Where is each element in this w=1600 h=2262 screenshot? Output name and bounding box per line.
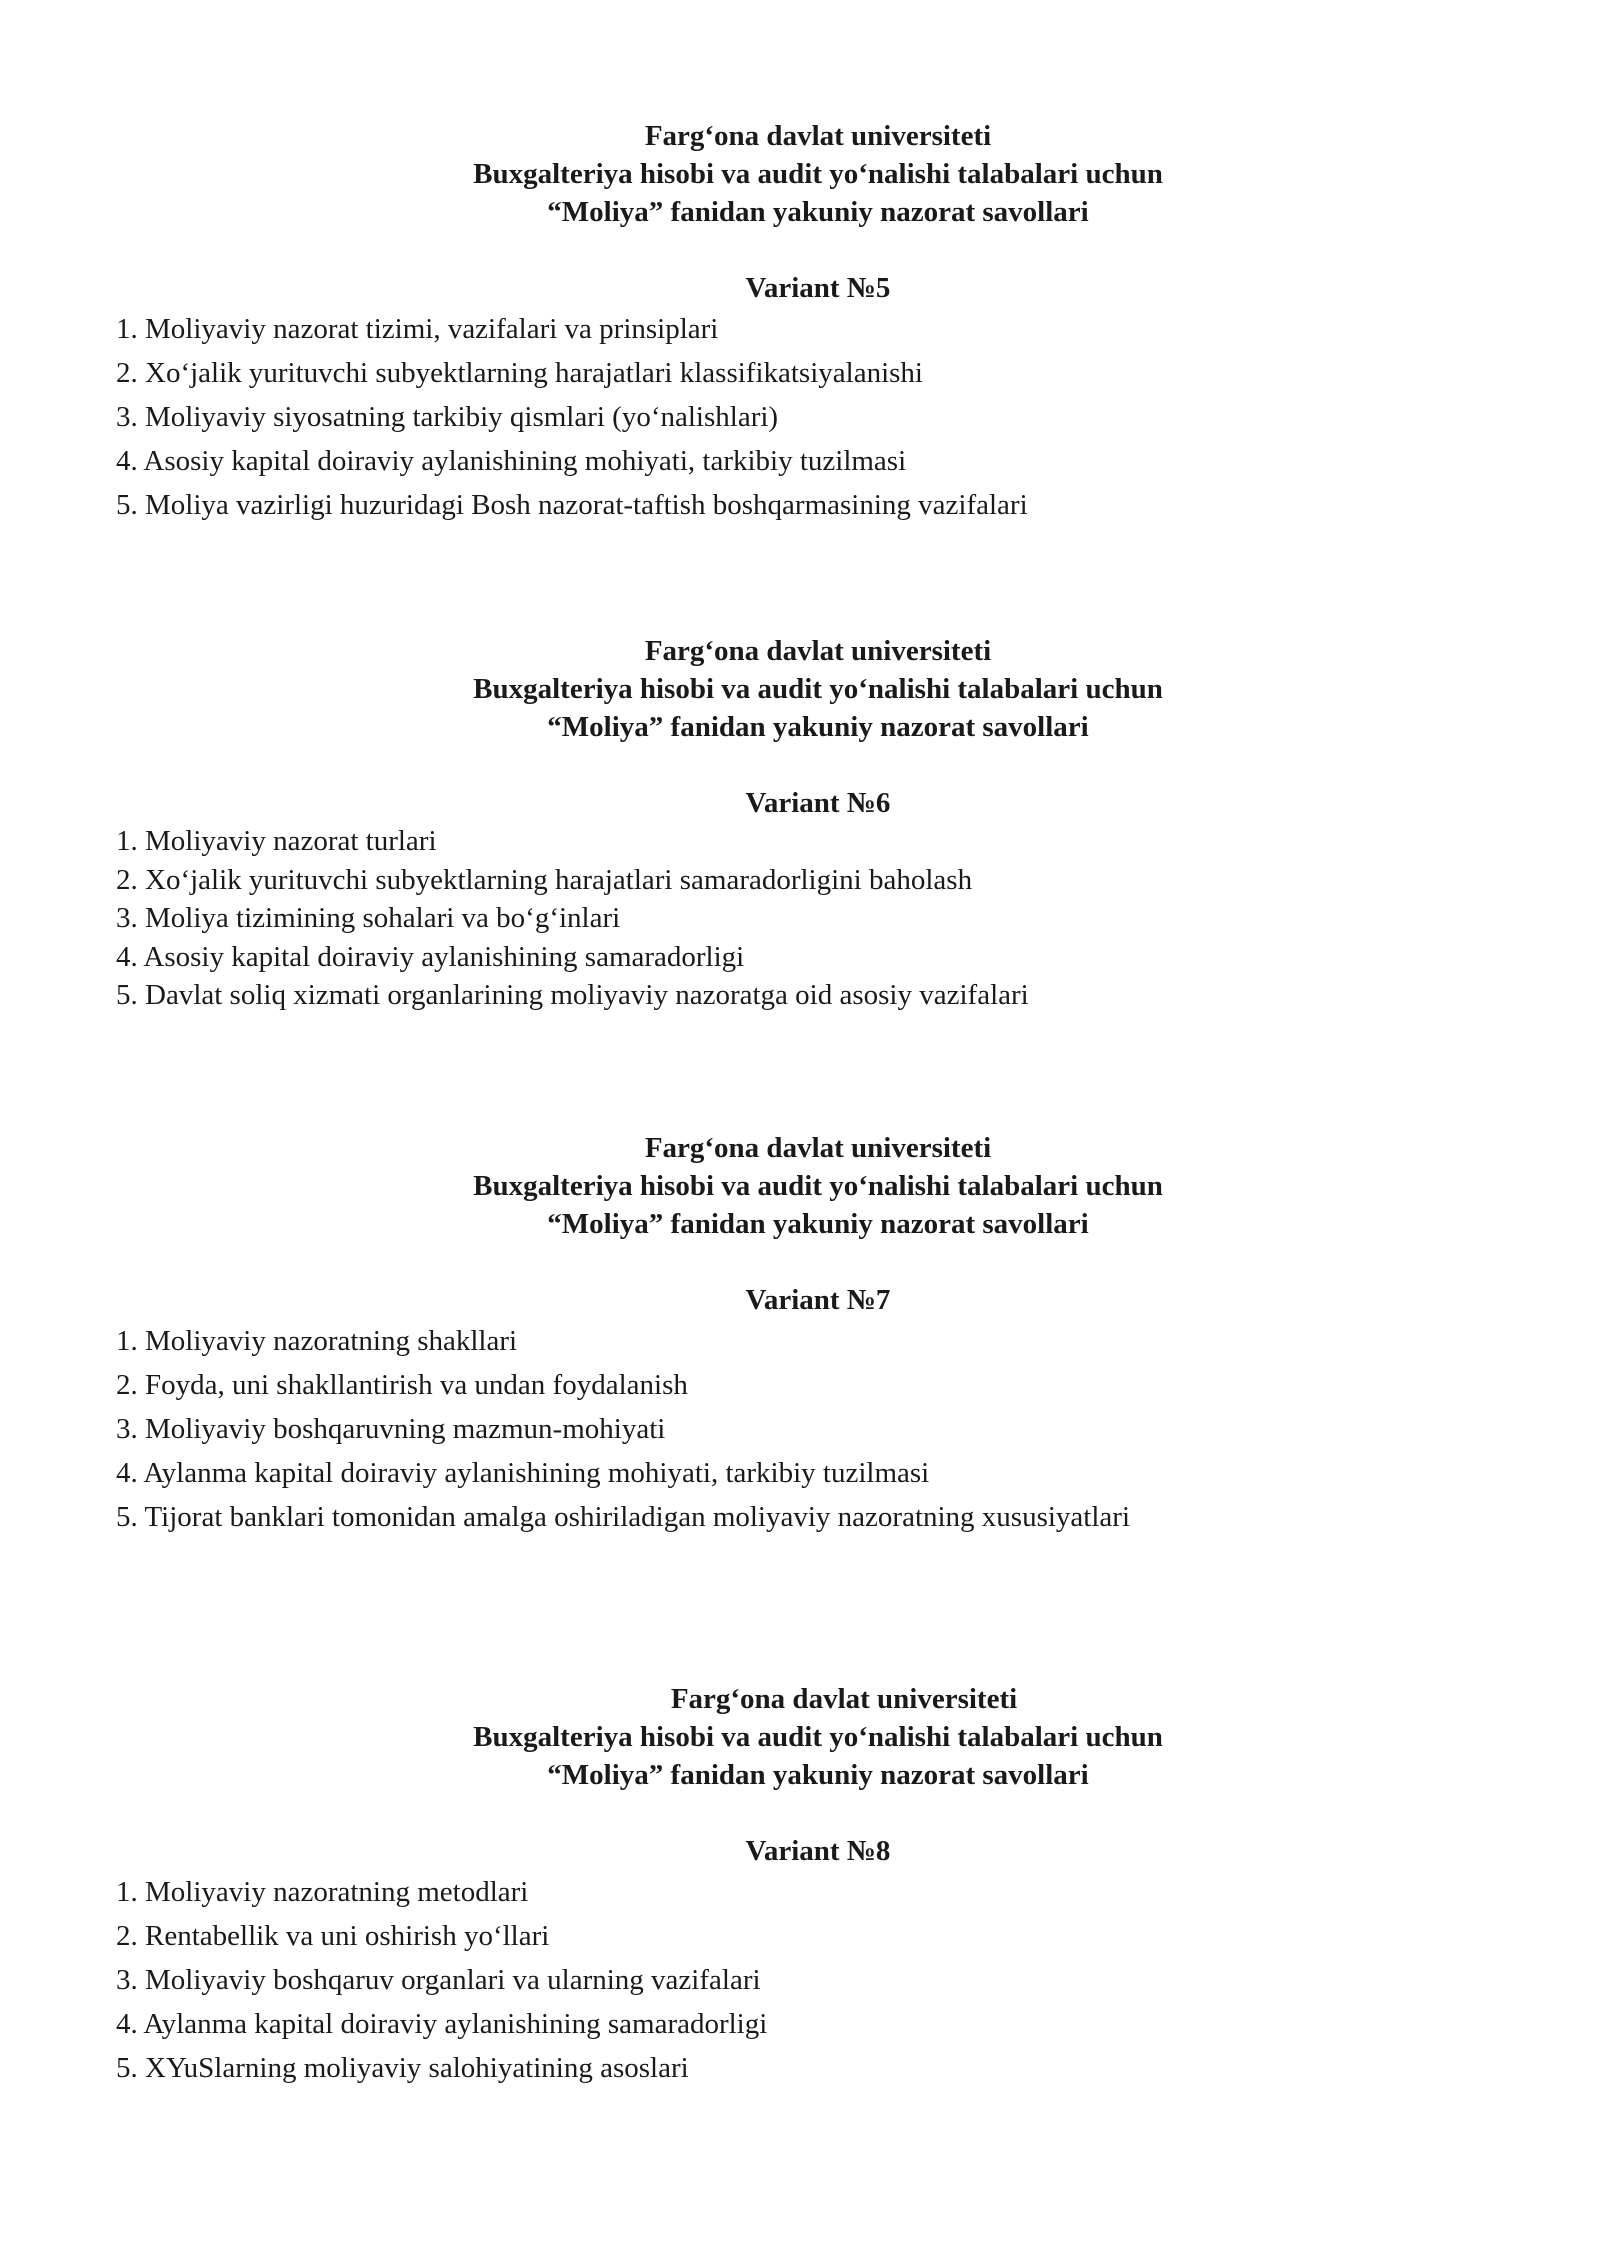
variant-heading bbox=[116, 1129, 1520, 1243]
question-item: 4. Asosiy kapital doiraviy aylanishining samaradorligi bbox=[116, 940, 745, 973]
question-list bbox=[116, 822, 1516, 1015]
variant-block-8 bbox=[116, 1680, 1516, 2090]
variant-block-6 bbox=[116, 632, 1516, 1015]
question-item: 3. Moliya tizimining sohalari va bo‘g‘inlari bbox=[116, 902, 621, 934]
question-item: 5. Moliya vazirligi huzuridagi Bosh nazorat-taftish boshqarmasining vazifalari bbox=[116, 489, 1028, 521]
university-name: Farg‘ona davlat universiteti bbox=[670, 1683, 1018, 1715]
subject-title: “Moliya” fanidan yakuniy nazorat savollari bbox=[547, 711, 1089, 743]
variant-block-7 bbox=[116, 1129, 1516, 1539]
question-item: 1. Moliyaviy nazoratning shakllari bbox=[116, 1325, 518, 1357]
question-list bbox=[116, 1319, 1516, 1539]
question-item: 1. Moliyaviy nazorat tizimi, vazifalari va prinsiplari bbox=[116, 313, 719, 345]
variant-heading bbox=[116, 117, 1520, 231]
question-item: 5. XYuSlarning moliyaviy salohiyatining asoslari bbox=[116, 2052, 689, 2084]
question-item: 1. Moliyaviy nazoratning metodlari bbox=[116, 1876, 529, 1908]
variant-title: Variant №5 bbox=[745, 272, 891, 304]
question-item: 4. Aylanma kapital doiraviy aylanishining samaradorligi bbox=[116, 2008, 768, 2040]
question-item: 3. Moliyaviy boshqaruvning mazmun-mohiyati bbox=[116, 1413, 666, 1445]
question-item: 5. Davlat soliq xizmati organlarining moliyaviy nazoratga oid asosiy vazifalari bbox=[116, 979, 1029, 1011]
subject-title: “Moliya” fanidan yakuniy nazorat savollari bbox=[547, 1759, 1089, 1791]
question-item: 2. Rentabellik va uni oshirish yo‘llari bbox=[116, 1920, 550, 1952]
university-name: Farg‘ona davlat universiteti bbox=[644, 120, 992, 152]
variant-heading bbox=[116, 632, 1520, 746]
program-name: Buxgalteriya hisobi va audit yo‘nalishi talabalari uchun bbox=[473, 673, 1163, 705]
question-item: 4. Asosiy kapital doiraviy aylanishining mohiyati, tarkibiy tuzilmasi bbox=[116, 445, 907, 477]
question-item: 2. Foyda, uni shakllantirish va undan foydalanish bbox=[116, 1369, 688, 1401]
program-name: Buxgalteriya hisobi va audit yo‘nalishi talabalari uchun bbox=[473, 1170, 1163, 1202]
program-name: Buxgalteriya hisobi va audit yo‘nalishi talabalari uchun bbox=[473, 1721, 1163, 1753]
university-name: Farg‘ona davlat universiteti bbox=[644, 1132, 992, 1164]
question-item: 2. Xo‘jalik yurituvchi subyektlarning harajatlari klassifikatsiyalanishi bbox=[116, 357, 923, 389]
variant-title: Variant №8 bbox=[745, 1835, 891, 1867]
university-name: Farg‘ona davlat universiteti bbox=[644, 635, 992, 667]
question-list bbox=[116, 1870, 1516, 2090]
variant-block-5 bbox=[116, 117, 1516, 527]
subject-title: “Moliya” fanidan yakuniy nazorat savollari bbox=[547, 1208, 1089, 1240]
variant-title: Variant №7 bbox=[745, 1284, 891, 1316]
question-item: 3. Moliyaviy boshqaruv organlari va ularning vazifalari bbox=[116, 1964, 761, 1996]
question-item: 5. Tijorat banklari tomonidan amalga oshiriladigan moliyaviy nazoratning xususiyatlari bbox=[116, 1501, 1131, 1533]
variant-heading bbox=[116, 1680, 1520, 1794]
question-item: 2. Xo‘jalik yurituvchi subyektlarning harajatlari samaradorligini baholash bbox=[116, 863, 973, 896]
question-item: 1. Moliyaviy nazorat turlari bbox=[116, 825, 437, 857]
question-list bbox=[116, 307, 1516, 527]
subject-title: “Moliya” fanidan yakuniy nazorat savollari bbox=[547, 196, 1089, 228]
variant-title: Variant №6 bbox=[745, 787, 891, 819]
question-item: 3. Moliyaviy siyosatning tarkibiy qismlari (yo‘nalishlari) bbox=[116, 401, 779, 433]
question-item: 4. Aylanma kapital doiraviy aylanishining mohiyati, tarkibiy tuzilmasi bbox=[116, 1457, 930, 1489]
program-name: Buxgalteriya hisobi va audit yo‘nalishi talabalari uchun bbox=[473, 158, 1163, 190]
